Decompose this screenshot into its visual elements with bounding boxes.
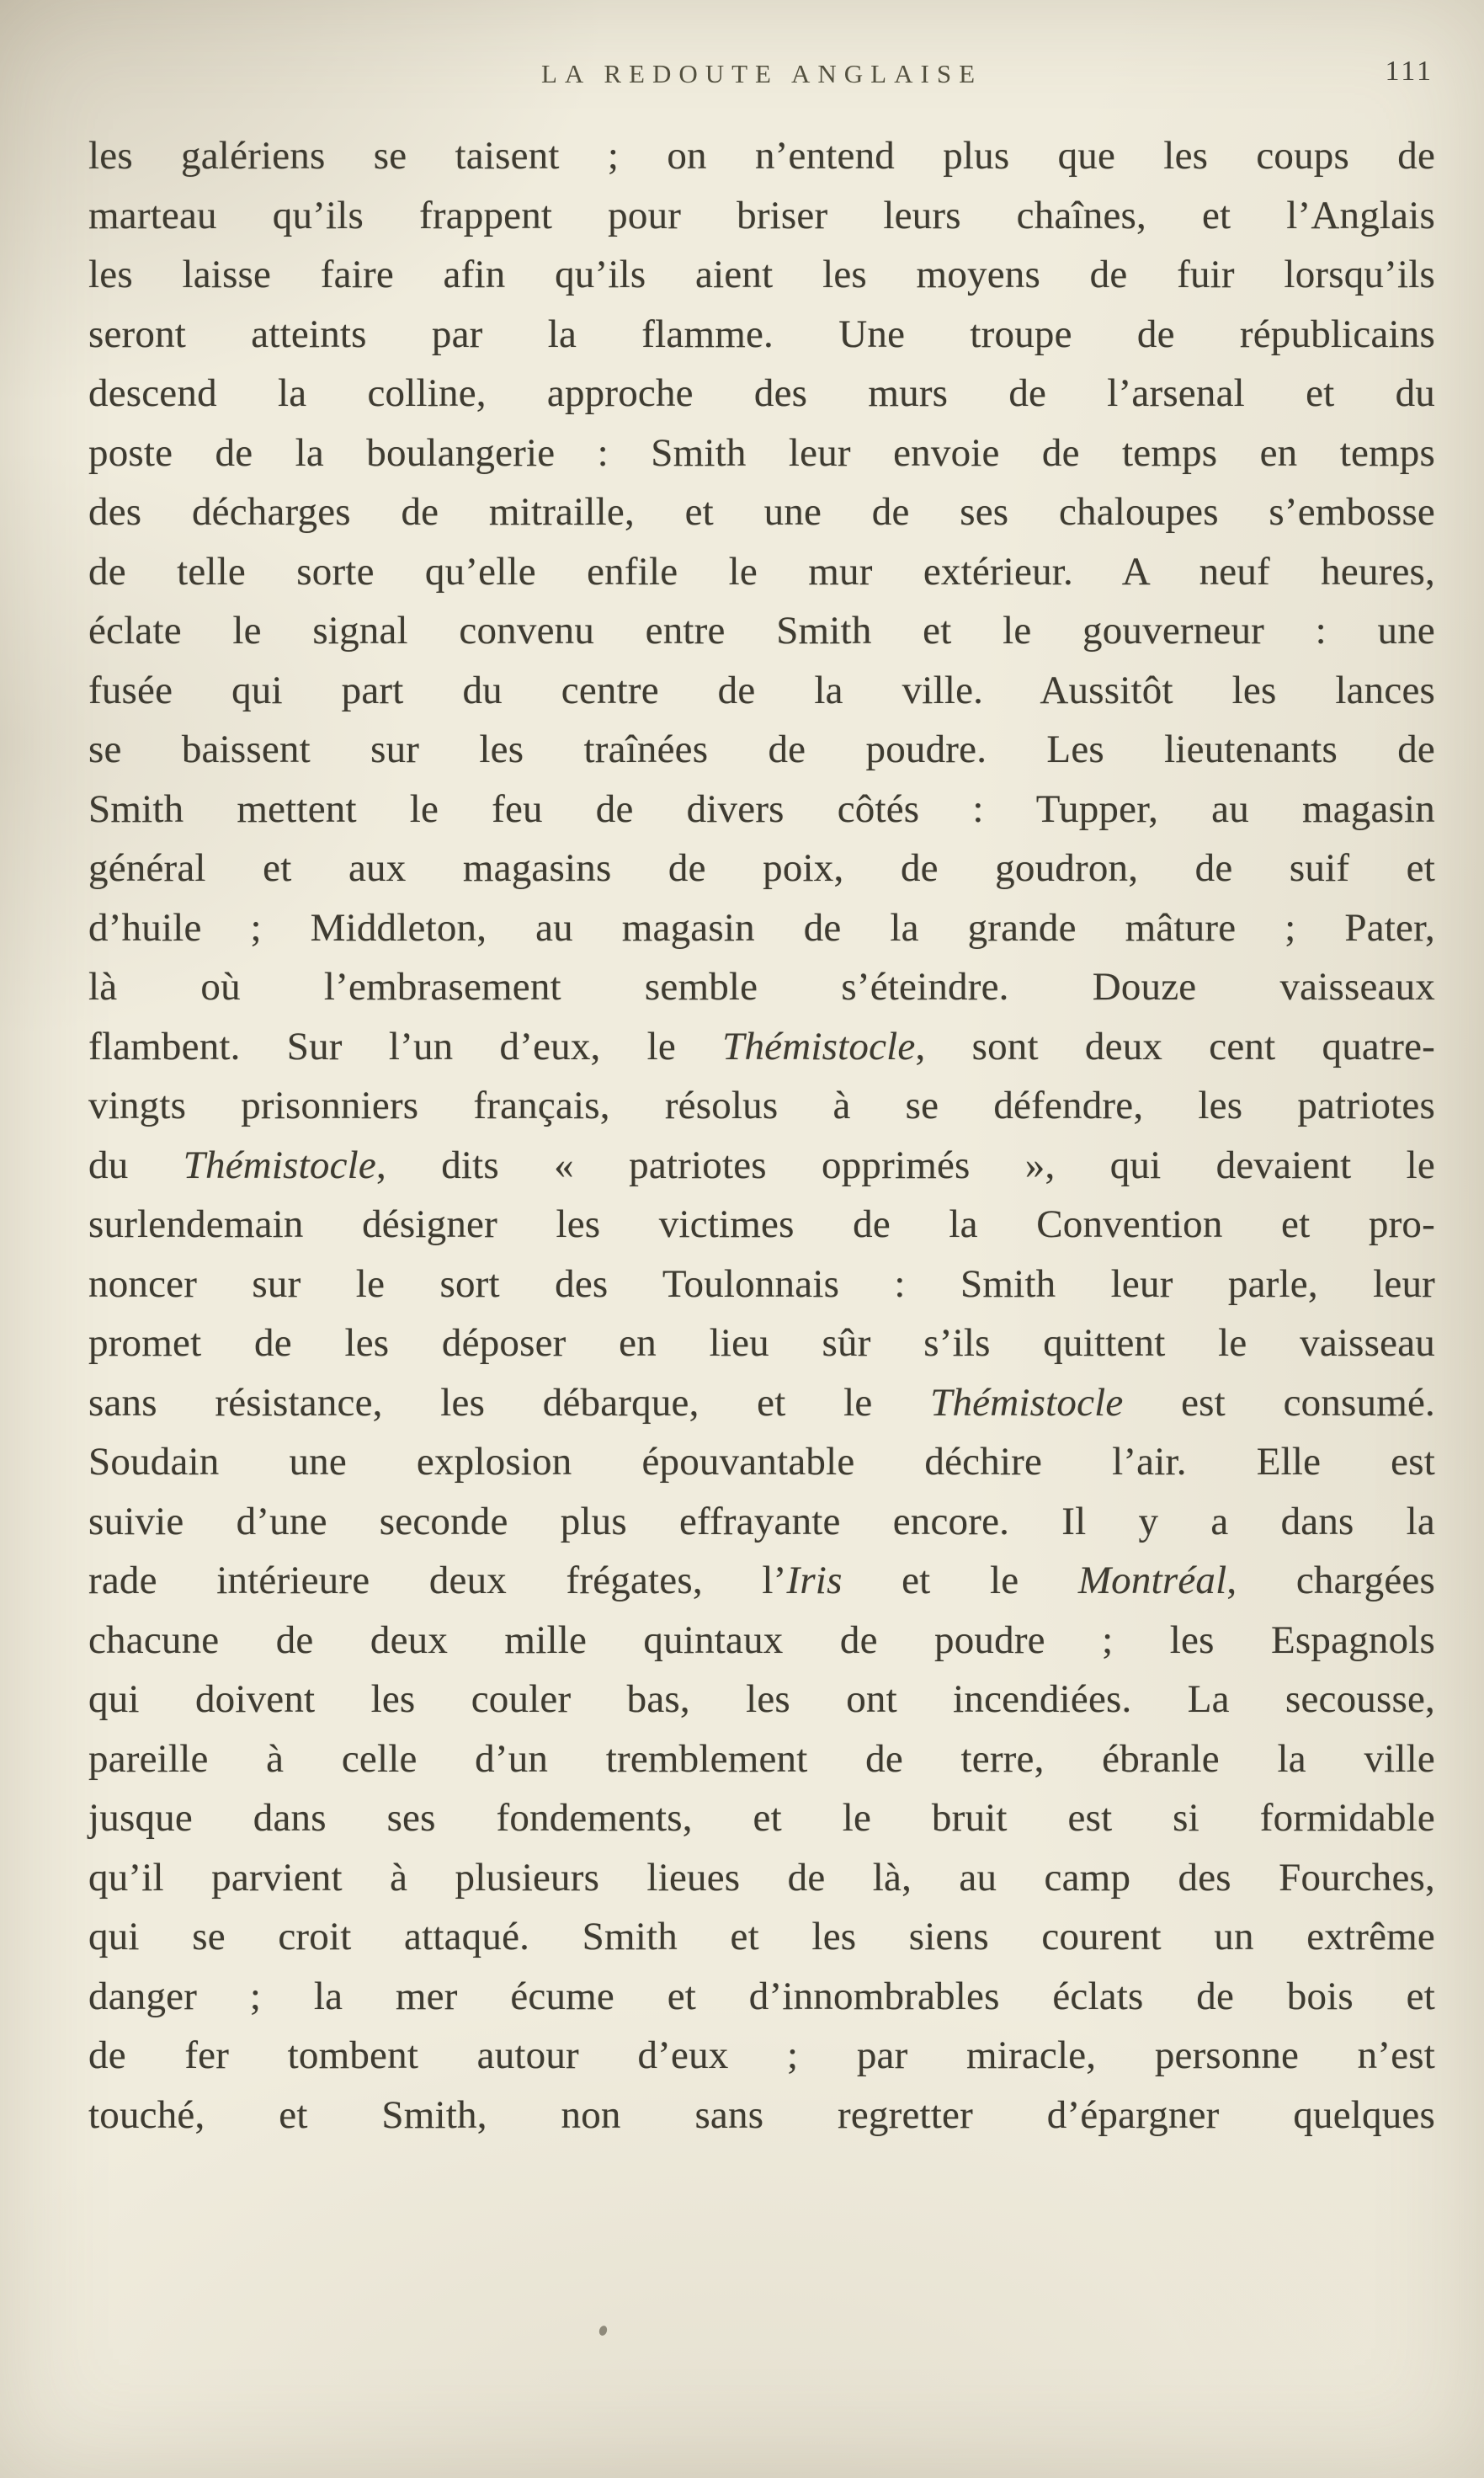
text-line: pareille à celle d’un tremblement de terre, ébranle la ville: [88, 1736, 1435, 1781]
text-line: noncer sur le sort des Toulonnais : Smith leur parle, leur: [88, 1261, 1435, 1306]
text-line: danger ; la mer écume et d’innombrables éclats de bois et: [88, 1974, 1435, 2018]
text-line: sans résistance, les débarque, et le Thémistocle est consumé.: [88, 1380, 1435, 1425]
text-line: Soudain une explosion épouvantable déchire l’air. Elle est: [88, 1440, 1435, 1484]
text-line: qu’il parvient à plusieurs lieues de là, au camp des Fourches,: [88, 1855, 1435, 1900]
text-line: éclate le signal convenu entre Smith et le gouverneur : une: [88, 609, 1435, 653]
body-text: [88, 126, 1435, 2145]
text-line: d’huile ; Middleton, au magasin de la grande mâture ; Pater,: [88, 905, 1435, 950]
text-line: qui doivent les couler bas, les ont incendiées. La secousse,: [88, 1677, 1435, 1721]
text-line: suivie d’une seconde plus effrayante encore. Il y a dans la: [88, 1499, 1435, 1543]
text-line: de fer tombent autour d’eux ; par miracle, personne n’est: [88, 2033, 1435, 2077]
text-line: promet de les déposer en lieu sûr s’ils quittent le vaisseau: [88, 1321, 1435, 1365]
text-line: jusque dans ses fondements, et le bruit est si formidable: [88, 1796, 1435, 1840]
text-line: chacune de deux mille quintaux de poudre ; les Espagnols: [88, 1617, 1435, 1662]
text-line: qui se croit attaqué. Smith et les siens courent un extrême: [88, 1915, 1435, 1958]
ink-speck: [598, 2325, 608, 2337]
text-line: touché, et Smith, non sans regretter d’épargner quelques: [88, 2092, 1435, 2137]
text-line: poste de la boulangerie : Smith leur envoie de temps en temps: [88, 430, 1435, 475]
text-line: général et aux magasins de poix, de goudron, de suif et: [88, 846, 1435, 890]
italic-ship-name: Thémistocle: [183, 1143, 376, 1187]
text-line: les laisse faire afin qu’ils aient les moyens de fuir lorsqu’ils: [88, 253, 1435, 296]
text-line: là où l’embrasement semble s’éteindre. Douze vaisseaux: [88, 965, 1435, 1009]
italic-ship-name: Montréal: [1077, 1559, 1227, 1602]
text-line: du Thémistocle, dits « patriotes opprimés », qui devaient le: [88, 1143, 1435, 1187]
text-line: des décharges de mitraille, et une de ses chaloupes s’embosse: [88, 490, 1435, 534]
text-line: seront atteints par la flamme. Une troupe de républicains: [88, 312, 1435, 356]
italic-ship-name: Thémistocle: [930, 1380, 1124, 1425]
italic-ship-name: Iris: [786, 1559, 843, 1602]
text-line: flambent. Sur l’un d’eux, le Thémistocle, sont deux cent quatre-: [88, 1024, 1435, 1068]
text-line: rade intérieure deux frégates, l’Iris et le Montréal, chargées: [88, 1559, 1435, 1602]
text-line: se baissent sur les traînées de poudre. Les lieutenants de: [88, 727, 1435, 771]
text-line: de telle sorte qu’elle enfile le mur extérieur. A neuf heures,: [88, 549, 1435, 594]
text-line: les galériens se taisent ; on n’entend plus que les coups de: [88, 134, 1435, 178]
text-line: marteau qu’ils frappent pour briser leurs chaînes, et l’Anglais: [88, 193, 1435, 237]
page-number: 111: [1385, 56, 1433, 87]
italic-ship-name: Thémistocle: [722, 1024, 916, 1068]
running-title: LA REDOUTE ANGLAISE: [540, 59, 983, 88]
text-line: surlendemain désigner les victimes de la Convention et pro-: [88, 1202, 1435, 1246]
page-header: [88, 56, 1435, 103]
text-line: fusée qui part du centre de la ville. Aussitôt les lances: [88, 668, 1435, 712]
text-line: Smith mettent le feu de divers côtés : Tupper, au magasin: [88, 786, 1435, 831]
text-line: descend la colline, approche des murs de l’arsenal et du: [88, 371, 1435, 415]
text-line: vingts prisonniers français, résolus à se défendre, les patriotes: [88, 1084, 1435, 1127]
